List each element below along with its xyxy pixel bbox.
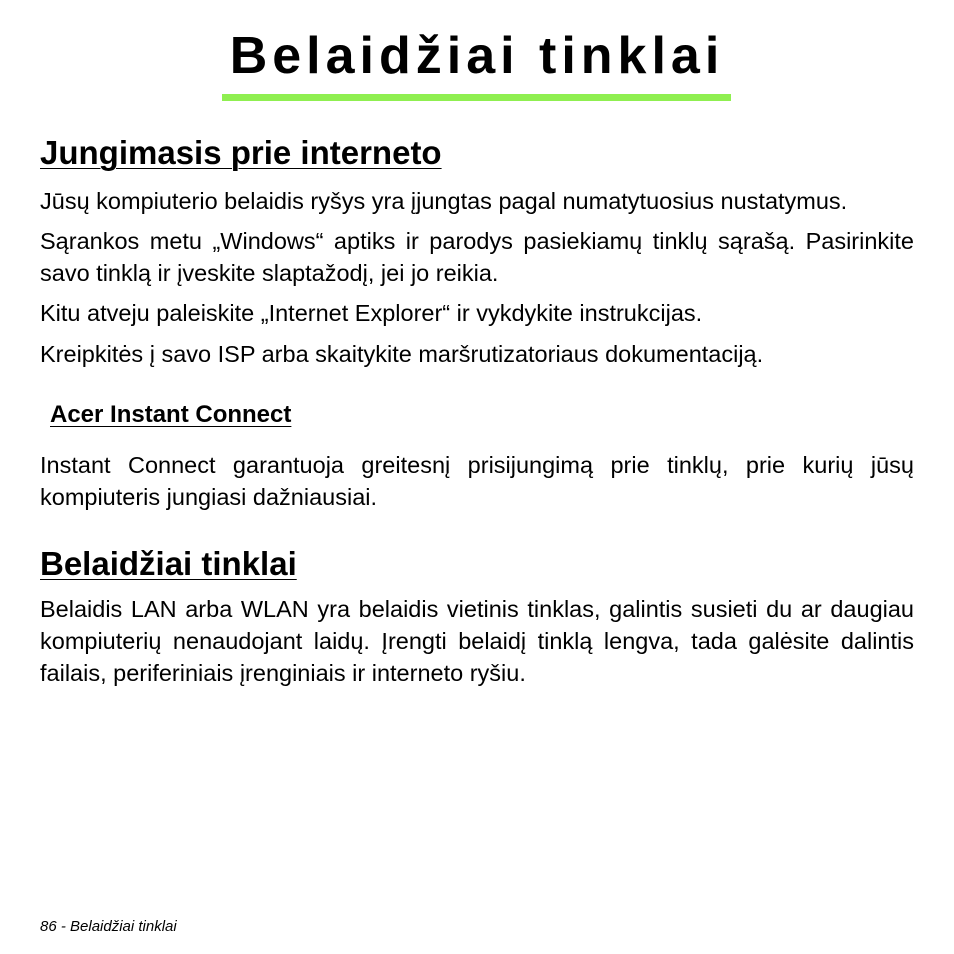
paragraph-wireless: Belaidis LAN arba WLAN yra belaidis vietinis tinklas, galintis susieti du ar daugiau kompiuterių nenaudojant laidų. Įrengti belaidį tinklą lengva, tada galėsite dalintis failais, periferiniais įrenginiais ir interneto ryšiu. [40,596,914,686]
page-title: Belaidžiai tinklai [229,27,725,85]
section-heading-wireless-text: Belaidžiai tinklai [40,545,297,582]
section-heading-internet-text: Jungimasis prie interneto [40,134,442,171]
subsection-heading-acer [50,399,914,431]
paragraph-internet-3: Kitu atveju paleiskite „Internet Explorer“ ir vykdykite instrukcijas. [40,300,703,326]
section-heading-internet [40,132,914,174]
page-content [40,132,914,689]
paragraph-internet-2: Sąrankos metu „Windows“ aptiks ir parodys pasiekiamų tinklų sąrašą. Pasirinkite savo tinklą ir įveskite slaptažodį, jei jo reikia. [40,228,914,286]
paragraph-internet-4: Kreipkitės į savo ISP arba skaitykite maršrutizatoriaus dokumentaciją. [40,341,764,367]
paragraph-acer: Instant Connect garantuoja greitesnį prisijungimą prie tinklų, prie kurių jūsų kompiuteris jungiasi dažniausiai. [40,452,914,510]
page-footer: 86 - Belaidžiai tinklai [40,918,177,935]
paragraph-internet-1: Jūsų kompiuterio belaidis ryšys yra įjungtas pagal numatytuosius nustatymus. [40,188,848,214]
subsection-heading-acer-text: Acer Instant Connect [50,401,292,428]
section-heading-wireless [40,543,914,585]
title-underline-bar [222,94,731,101]
